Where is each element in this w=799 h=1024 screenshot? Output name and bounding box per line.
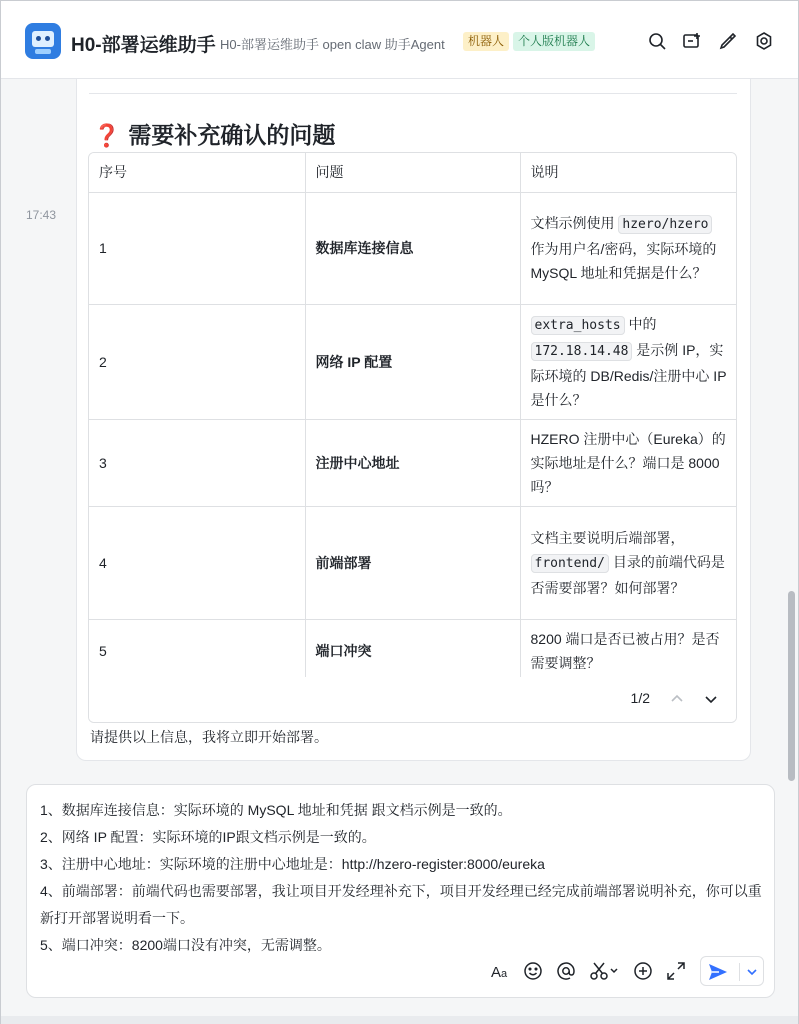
- search-icon[interactable]: [647, 31, 667, 51]
- description-text: 作为用户名/密码，实际环境的 MySQL 地址和凭据是什么？: [530, 241, 717, 281]
- section-title-text: 需要补充确认的问题: [128, 122, 336, 148]
- mention-icon[interactable]: [555, 960, 577, 982]
- col-header-num: 序号: [89, 153, 305, 192]
- font-format-icon[interactable]: [490, 960, 512, 982]
- add-icon[interactable]: [632, 960, 654, 982]
- table-row: [89, 506, 737, 619]
- send-icon[interactable]: [707, 961, 729, 983]
- inline-code: 172.18.14.48: [531, 342, 633, 361]
- description-text: 文档主要说明后端部署，: [530, 529, 685, 546]
- composer-line: 4、前端部署：前端代码也需要部署，我让项目开发经理补充下，项目开发经理已经完成前端部署说明补充，你可以重新打开部署说明看一下。: [40, 883, 762, 926]
- row-description: [520, 419, 737, 506]
- description-text: 是示例 IP，实际环境的 DB/Redis/注册中心 IP 是什么？: [530, 341, 727, 408]
- page-indicator: 1/2: [630, 690, 650, 706]
- chat-subtitle: H0-部署运维助手 open claw 助手Agent: [220, 37, 445, 52]
- table-row: [89, 619, 737, 682]
- chevron-down-icon[interactable]: [700, 688, 722, 710]
- add-chat-icon[interactable]: [682, 31, 702, 51]
- description-text: 文档示例使用: [530, 215, 619, 231]
- inline-code: hzero/hzero: [618, 215, 712, 234]
- bot-message-card: [76, 79, 751, 761]
- send-divider: [739, 963, 740, 981]
- scissors-icon[interactable]: [589, 960, 619, 982]
- bot-badge: 机器人: [463, 32, 509, 51]
- section-title: [93, 117, 335, 150]
- description-text: HZERO 注册中心（Eureka）的实际地址是什么？端口是 8000 吗？: [530, 430, 726, 495]
- expand-icon[interactable]: [665, 960, 687, 982]
- table-header-row: [89, 153, 737, 192]
- personal-bot-badge: 个人版机器人: [513, 32, 595, 51]
- description-text: 8200 端口是否已被占用？是否需要调整？: [530, 630, 720, 671]
- row-description: [520, 304, 737, 419]
- row-description: [520, 619, 737, 682]
- composer-input[interactable]: [40, 797, 762, 959]
- message-timestamp: 17:43: [26, 208, 57, 222]
- row-number: 1: [89, 192, 305, 304]
- inline-code: frontend/: [531, 554, 609, 573]
- questions-table: [88, 152, 737, 723]
- send-button[interactable]: [700, 956, 764, 986]
- composer-line: 1、数据库连接信息：实际环境的 MySQL 地址和凭据 跟文档示例是一致的。: [40, 802, 512, 818]
- composer-line: 2、网络 IP 配置：实际环境的IP跟文档示例是一致的。: [40, 829, 376, 845]
- description-text: 目录的前端代码是否需要部署？如何部署？: [530, 553, 725, 596]
- row-number: 4: [89, 506, 305, 619]
- svg-text:A: A: [491, 964, 502, 981]
- table-pager: [89, 677, 736, 722]
- row-number: 5: [89, 619, 305, 682]
- description-text: 中的: [624, 315, 657, 332]
- row-question: 前端部署: [305, 506, 520, 619]
- table-row: [89, 192, 737, 304]
- inline-code: extra_hosts: [531, 316, 625, 335]
- send-options-chevron-icon[interactable]: [744, 964, 760, 980]
- row-question: 数据库连接信息: [305, 192, 520, 304]
- divider: [89, 93, 737, 94]
- row-question: 端口冲突: [305, 619, 520, 682]
- row-question: 网络 IP 配置: [305, 304, 520, 419]
- table-row: [89, 419, 737, 506]
- chat-title[interactable]: H0-部署运维助手: [71, 35, 216, 56]
- table-row: [89, 304, 737, 419]
- composer-line: 3、注册中心地址：实际环境的注册中心地址是：http://hzero-register:8000/eureka: [40, 856, 545, 872]
- settings-icon[interactable]: [754, 31, 774, 51]
- bot-avatar[interactable]: [25, 23, 61, 59]
- row-number: 3: [89, 419, 305, 506]
- col-header-question: 问题: [305, 153, 520, 192]
- col-header-desc: 说明: [520, 153, 737, 192]
- scrollbar-thumb[interactable]: [788, 591, 795, 781]
- composer-line: 5、端口冲突：8200端口没有冲突，无需调整。: [40, 937, 331, 953]
- message-composer[interactable]: [26, 784, 775, 998]
- question-mark-icon: ❓: [93, 123, 121, 148]
- edit-icon[interactable]: [718, 31, 738, 51]
- chevron-up-icon[interactable]: [666, 688, 688, 710]
- message-footer-text: 请提供以上信息，我将立即开始部署。: [90, 729, 328, 745]
- svg-text:a: a: [501, 968, 508, 980]
- chat-header: [1, 1, 798, 79]
- row-number: 2: [89, 304, 305, 419]
- emoji-icon[interactable]: [522, 960, 544, 982]
- row-description: [520, 506, 737, 619]
- row-description: [520, 192, 737, 304]
- row-question: 注册中心地址: [305, 419, 520, 506]
- window-bottom-edge: [1, 1016, 798, 1024]
